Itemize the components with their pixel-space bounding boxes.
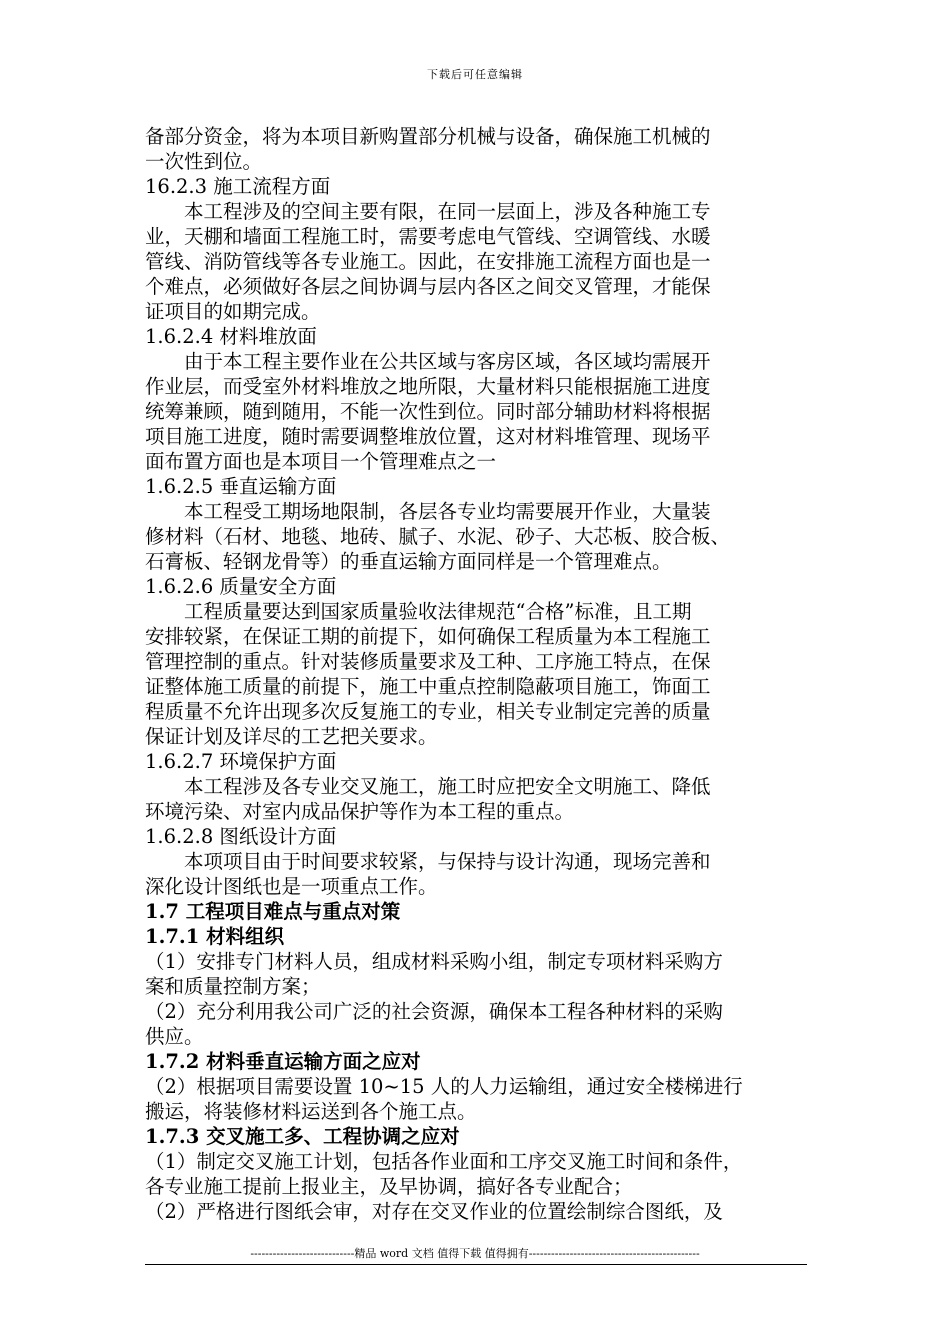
text-line: 各专业施工提前上报业主，及早协调，搞好各专业配合； <box>145 1175 633 1198</box>
text-line: 作业层，而受室外材料堆放之地所限，大量材料只能根据施工进度 <box>145 375 711 398</box>
text-line: 搬运，将装修材料运送到各个施工点。 <box>145 1100 477 1123</box>
text-line: 管理控制的重点。针对装修质量要求及工种、工序施工特点，在保 <box>145 650 711 673</box>
text-line: 证项目的如期完成。 <box>145 300 321 323</box>
text-line: 案和质量控制方案； <box>145 975 321 998</box>
text-line: 一次性到位。 <box>145 150 263 173</box>
text-line: 由于本工程主要作业在公共区域与客房区域，各区域均需展开 <box>184 350 711 373</box>
text-line: 本项项目由于时间要求较紧，与保持与设计沟通，现场完善和 <box>184 850 711 873</box>
text-line: 程质量不允许出现多次反复施工的专业，相关专业制定完善的质量 <box>145 700 711 723</box>
text-line: 业，天棚和墙面工程施工时，需要考虑电气管线、空调管线、水暖 <box>145 225 711 248</box>
text-line: 1.6.2.5 垂直运输方面 <box>145 475 337 498</box>
text-line: 供应。 <box>145 1025 204 1048</box>
text-line: 1.6.2.4 材料堆放面 <box>145 325 317 348</box>
text-line: （2）严格进行图纸会审，对存在交叉作业的位置绘制综合图纸，及 <box>145 1200 723 1223</box>
text-line: 1.6.2.6 质量安全方面 <box>145 575 337 598</box>
text-line: 16.2.3 施工流程方面 <box>145 175 331 198</box>
text-line: 本工程涉及各专业交叉施工，施工时应把安全文明施工、降低 <box>184 775 711 798</box>
text-line: 工程质量要达到国家质量验收法律规范“合格”标准，且工期 <box>184 600 692 623</box>
text-line: 安排较紧，在保证工期的前提下，如何确保工程质量为本工程施工 <box>145 625 711 648</box>
text-line: 本工程受工期场地限制，各层各专业均需要展开作业，大量装 <box>184 500 711 523</box>
text-line: 1.6.2.7 环境保护方面 <box>145 750 337 773</box>
text-line: 保证计划及详尽的工艺把关要求。 <box>145 725 438 748</box>
text-line: 项目施工进度，随时需要调整堆放位置，这对材料堆管理、现场平 <box>145 425 711 448</box>
text-line: 统筹兼顾，随到随用，不能一次性到位。同时部分辅助材料将根据 <box>145 400 711 423</box>
text-line: 石膏板、轻钢龙骨等）的垂直运输方面同样是一个管理难点。 <box>145 550 672 573</box>
text-line: （1）安排专门材料人员，组成材料采购小组，制定专项材料采购方 <box>145 950 723 973</box>
text-line: 本工程涉及的空间主要有限，在同一层面上，涉及各种施工专 <box>184 200 711 223</box>
page-header: 下载后可任意编辑 <box>427 68 523 81</box>
text-line: 修材料（石材、地毯、地砖、腻子、水泥、砂子、大芯板、胶合板、 <box>145 525 731 548</box>
section-heading: 1.7.1 材料组织 <box>145 925 285 948</box>
text-line: 证整体施工质量的前提下，施工中重点控制隐蔽项目施工，饰面工 <box>145 675 711 698</box>
footer-rule <box>145 1264 807 1265</box>
text-line: 1.6.2.8 图纸设计方面 <box>145 825 337 848</box>
text-line: （1）制定交叉施工计划，包括各作业面和工序交叉施工时间和条件， <box>145 1150 743 1173</box>
page-footer: ----------------------------精品 word 文档 值得下载 值得拥有---------------------------------------------- <box>250 1247 700 1260</box>
section-heading: 1.7 工程项目难点与重点对策 <box>145 900 401 923</box>
text-line: 个难点，必须做好各层之间协调与层内各区之间交叉管理，才能保 <box>145 275 711 298</box>
text-line: 深化设计图纸也是一项重点工作。 <box>145 875 438 898</box>
text-line: （2）充分利用我公司广泛的社会资源，确保本工程各种材料的采购 <box>145 1000 723 1023</box>
section-heading: 1.7.2 材料垂直运输方面之应对 <box>145 1050 421 1073</box>
document-body <box>145 124 815 1224</box>
text-line: 备部分资金，将为本项目新购置部分机械与设备，确保施工机械的 <box>145 125 711 148</box>
text-line: 环境污染、对室内成品保护等作为本工程的重点。 <box>145 800 575 823</box>
section-heading: 1.7.3 交叉施工多、工程协调之应对 <box>145 1125 460 1148</box>
text-line: （2）根据项目需要设置 10~15 人的人力运输组，通过安全楼梯进行 <box>145 1075 743 1098</box>
text-line: 面布置方面也是本项目一个管理难点之一 <box>145 450 497 473</box>
text-line: 管线、消防管线等各专业施工。因此，在安排施工流程方面也是一 <box>145 250 711 273</box>
